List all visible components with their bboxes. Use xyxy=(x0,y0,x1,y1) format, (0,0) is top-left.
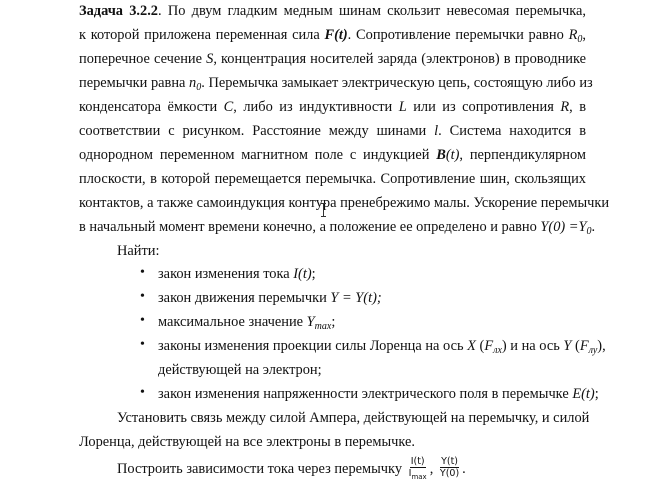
relation-line-2: Лоренца, действующей на все электроны в перемычке. xyxy=(79,434,416,450)
task-line-2: к которой приложена переменная сила F(t). Сопротивление перемычки равно $R_0$, xyxy=(79,27,586,45)
bullet-icon: • xyxy=(140,385,145,400)
bullet-icon: • xyxy=(140,337,145,352)
bullet-icon: • xyxy=(140,313,145,328)
text-cursor-icon xyxy=(323,203,325,217)
find-item-current: закон изменения тока I(t); xyxy=(158,266,316,282)
task-line-8: плоскости, в которой перемещается перемычка. Сопротивление шин, скользящих xyxy=(79,171,586,187)
find-item-lorentz: законы изменения проекции силы Лоренца на ось X $(F_{лх})$ и на ось Y $(F_{лу})$, xyxy=(158,338,606,356)
plot-line: Построить зависимости тока через перемычку $\frac{I(t)}{I_{max}}$ , $\frac{Y(t)}{Y(0)}$ . xyxy=(117,456,466,481)
bullet-icon: • xyxy=(140,289,145,304)
find-label: Найти: xyxy=(117,243,160,259)
fraction-position: $\frac{Y(t)}{Y(0)}$ xyxy=(439,456,460,479)
task-title: Задача 3.2.2 xyxy=(79,3,158,19)
find-item-ymax: максимальное значение $Y_{max}$; xyxy=(158,314,336,332)
task-line-1: Задача 3.2.2. По двум гладким медным шинам скользит невесомая перемычка, xyxy=(79,3,586,19)
find-item-motion: закон движения перемычки Y = Y(t); xyxy=(158,290,382,306)
task-line-9: контактов, а также самоиндукция контура пренебрежимо малы. Ускорение перемычки xyxy=(79,195,610,211)
fraction-current: $\frac{I(t)}{I_{max}}$ xyxy=(408,456,427,481)
task-line-6: соответствии с рисунком. Расстояние между шинами l. Система находится в xyxy=(79,123,586,139)
task-line-3: поперечное сечение S, концентрация носителей заряда (электронов) в проводнике xyxy=(79,51,587,67)
relation-line-1: Установить связь между силой Ампера, действующей на перемычку, и силой xyxy=(117,410,590,426)
task-line-10: в начальный момент времени конечно, а положение ее определено и равно $Y(0) =Y_0$. xyxy=(79,219,596,237)
task-line-4: перемычки равна $n_0$. Перемычка замыкает электрическую цепь, состоящую либо из xyxy=(79,75,593,93)
find-item-lorentz-cont: действующей на электрон; xyxy=(158,362,322,378)
find-item-field: закон изменения напряженности электрического поля в перемычке E(t); xyxy=(158,386,599,402)
task-line-5: конденсатора ёмкости C, либо из индуктивности L или из сопротивления R, в xyxy=(79,99,586,115)
task-line-7: однородном переменном магнитном поле с индукцией B(t), перпендикулярном xyxy=(79,147,586,163)
bullet-icon: • xyxy=(140,265,145,280)
